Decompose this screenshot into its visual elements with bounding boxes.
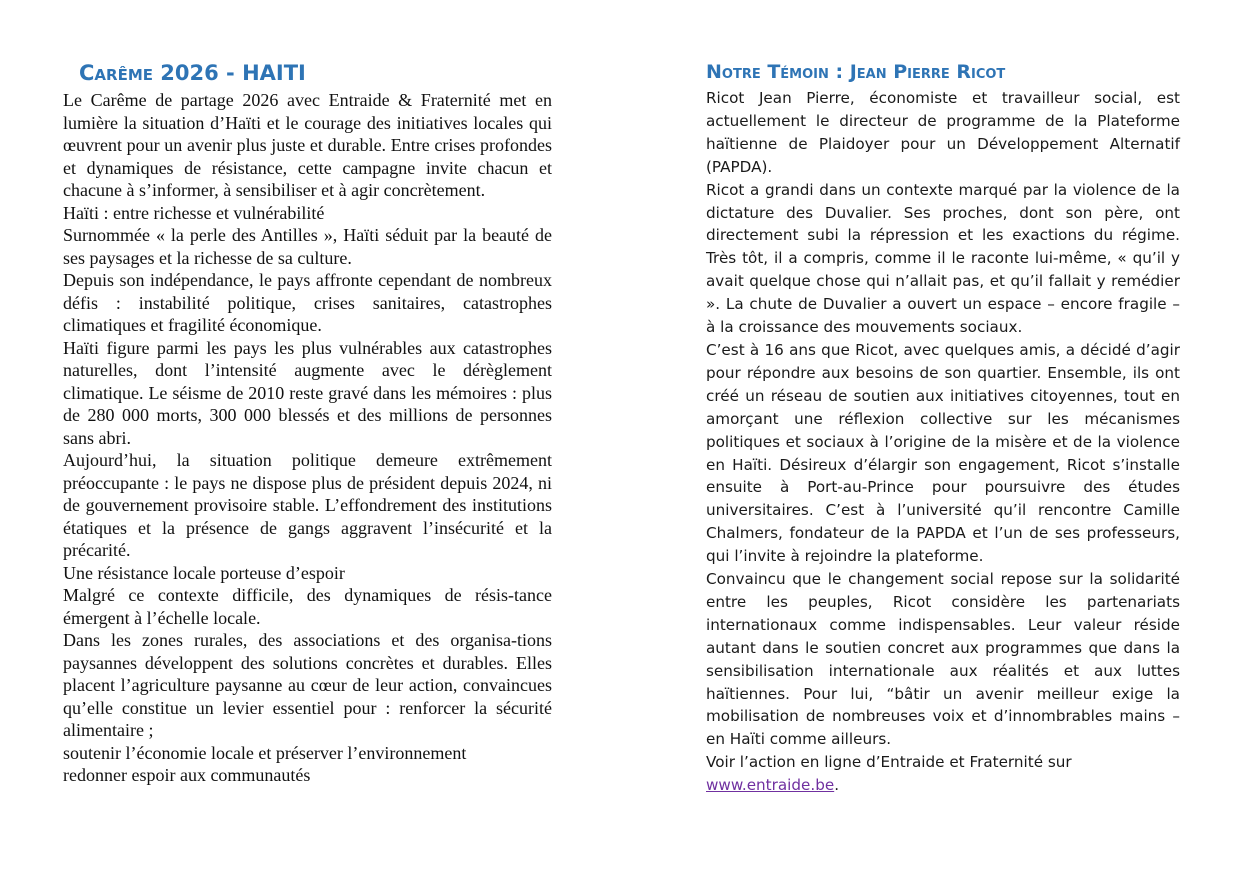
intro-paragraph: Le Carême de partage 2026 avec Entraide & Fraternité met en lumière la situation d’Haïti et le courage des initiatives locales qui œuvrent pour un avenir plus juste et durable. Entre crises profondes et dynamiques de résistance, cette campagne invite chacun et chacune à s’informer, à sensibiliser et à agir concrètement. (63, 90, 552, 200)
paragraph: Ricot a grandi dans un contexte marqué par la violence de la dictature des Duvalier. Ses proches, dont son père, ont directement subi la répression et les exactions du régime. Très tôt, il a compris, comme il le raconte lui-même, « qu’il y avait quelque chose qui n’allait pas, et qu’il fallait y remédier ». La chute de Duvalier a ouvert un espace – encore fragile – à la croissance des mouvements sociaux. (706, 180, 1180, 337)
paragraph: Convaincu que le changement social repose sur la solidarité entre les peuples, Ricot considère les partenariats internationaux comme indispensables. Leur valeur réside autant dans le soutien concret aux programmes que dans la sensibilisation internationale aux réalités et aux luttes haïtiennes. Pour lui, “bâtir un avenir meilleur exige la mobilisation de nombreuses voix et d’innombrables mains – en Haïti comme ailleurs. (706, 570, 1180, 749)
closing-period: . (834, 776, 840, 795)
paragraph: Surnommée « la perle des Antilles », Haïti séduit par la beauté de ses paysages et la richesse de sa culture. (63, 225, 552, 268)
paragraph: redonner espoir aux communautés (63, 765, 311, 785)
paragraph: Malgré ce contexte difficile, des dynamiques de résis-tance émergent à l’échelle locale. (63, 585, 552, 628)
closing-text: Voir l’action en ligne d’Entraide et Fraternité sur (706, 753, 1072, 772)
right-body (706, 87, 1180, 797)
witness-title: Notre Témoin : Jean Pierre Ricot (706, 61, 1006, 83)
paragraph: Haïti figure parmi les pays les plus vulnérables aux catastrophes naturelles, dont l’intensité augmente avec le dérèglement climatique. Le séisme de 2010 reste gravé dans les mémoires : plus de 280 000 morts, 300 000 blessés et des millions de personnes sans abri. (63, 337, 552, 448)
paragraph: Aujourd’hui, la situation politique demeure extrêmement préoccupante : le pays ne dispose plus de président depuis 2024, ni de gouvernement provisoire stable. L’effondrement des institutions étatiques et la présence de gangs aggravent l’insécurité et la précarité. (63, 450, 552, 560)
left-body (63, 89, 552, 787)
paragraph: Dans les zones rurales, des associations et des organisa-tions paysannes développent des solutions concrètes et durables. Elles placent l’agriculture paysanne au cœur de leur action, convaincues qu’elle constitue un levier essentiel pour : renforcer la sécurité alimentaire ; (63, 630, 552, 740)
paragraph: soutenir l’économie locale et préserver l’environnement (63, 742, 467, 763)
entraide-link[interactable]: www.entraide.be (706, 776, 835, 795)
section-heading-resistance: Une résistance locale porteuse d’espoir (63, 562, 345, 583)
paragraph: Ricot Jean Pierre, économiste et travailleur social, est actuellement le directeur de programme de la Plateforme haïtienne de Plaidoyer pour un Développement Alternatif (PAPDA). (706, 89, 1180, 176)
page-title: Carême 2026 - HAITI (79, 61, 306, 85)
section-heading-richesse: Haïti : entre richesse et vulnérabilité (63, 202, 325, 223)
closing-paragraph (706, 751, 1180, 797)
paragraph: Depuis son indépendance, le pays affronte cependant de nombreux défis : instabilité politique, crises sanitaires, catastrophes climatiques et fragilité économique. (63, 270, 552, 335)
paragraph: C’est à 16 ans que Ricot, avec quelques amis, a décidé d’agir pour répondre aux besoins de son quartier. Ensemble, ils ont créé un réseau de soutien aux initiatives citoyennes, tout en amorçant une réflexion collective sur les mécanismes politiques et sociaux à l’origine de la misère et de la violence en Haïti. Désireux d’élargir son engagement, Ricot s’installe ensuite à Port-au-Prince pour poursuivre des études universitaires. C’est à l’université qu’il rencontre Camille Chalmers, fondateur de la PAPDA et l’un de ses professeurs, qui l’invite à rejoindre la plateforme. (706, 340, 1180, 566)
